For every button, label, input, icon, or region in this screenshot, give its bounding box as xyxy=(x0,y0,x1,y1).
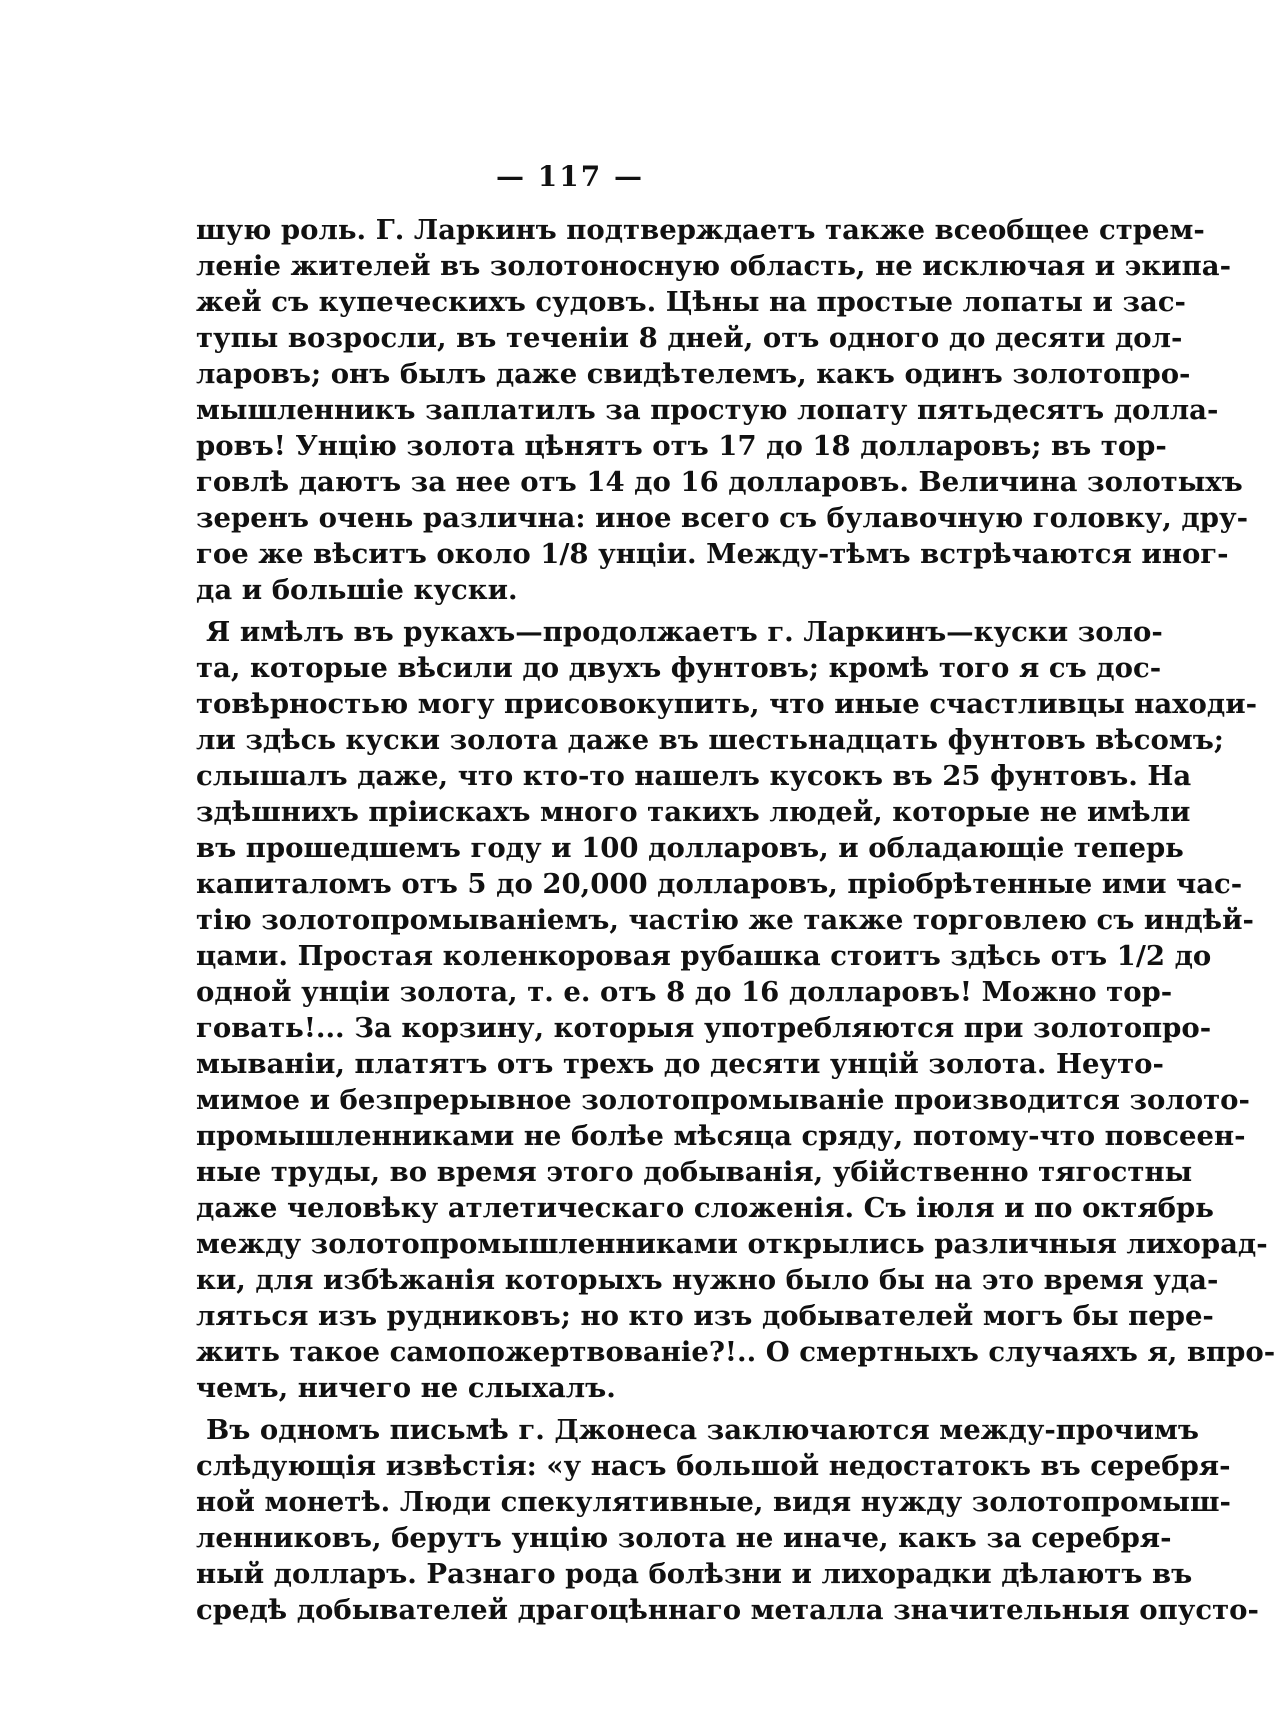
text-line: ровъ! Унцію золота цѣнятъ отъ 17 до 18 долларовъ; въ тор- xyxy=(196,430,1167,462)
text-line: ляться изъ рудниковъ; но кто изъ добывателей могъ бы пере- xyxy=(196,1300,1214,1332)
page-text xyxy=(196,212,1275,1628)
text-line: капиталомъ отъ 5 до 20,000 долларовъ, пріобрѣтенные ими час- xyxy=(196,868,1243,900)
paragraph xyxy=(196,1412,1259,1628)
text-line: Я имѣлъ въ рукахъ—продолжаетъ г. Ларкинъ—куски золо- xyxy=(206,616,1163,648)
text-line: Въ одномъ письмѣ г. Джонеса заключаются между-прочимъ xyxy=(206,1414,1200,1446)
text-line: средѣ добывателей драгоцѣннаго металла значительныя опусто- xyxy=(196,1594,1259,1626)
paragraph xyxy=(196,614,1275,1406)
text-line: жить такое самопожертвованіе?!.. О смертныхъ случаяхъ я, впро- xyxy=(196,1336,1275,1368)
text-line: слышалъ даже, что кто-то нашелъ кусокъ въ 25 фунтовъ. На xyxy=(196,760,1192,792)
text-line: жей съ купеческихъ судовъ. Цѣны на простые лопаты и зас- xyxy=(196,286,1186,318)
page-number: — 117 — xyxy=(496,160,644,193)
text-line: слѣдующія извѣстія: «у насъ большой недостатокъ въ серебря- xyxy=(196,1450,1231,1482)
text-line: та, которые вѣсили до двухъ фунтовъ; кромѣ того я съ дос- xyxy=(196,652,1162,684)
text-line: одной унціи золота, т. е. отъ 8 до 16 долларовъ! Можно тор- xyxy=(196,976,1173,1008)
text-line: ларовъ; онъ былъ даже свидѣтелемъ, какъ одинъ золотопро- xyxy=(196,358,1191,390)
text-line: между золотопромышленниками открылись различныя лихорад- xyxy=(196,1228,1268,1260)
text-line: даже человѣку атлетическаго сложенія. Съ іюля и по октябрь xyxy=(196,1192,1214,1224)
text-line: здѣшнихъ пріискахъ много такихъ людей, которые не имѣли xyxy=(196,796,1191,828)
text-line: ли здѣсь куски золота даже въ шестьнадцать фунтовъ вѣсомъ; xyxy=(196,724,1224,756)
text-line: ленниковъ, берутъ унцію золота не иначе, какъ за серебря- xyxy=(196,1522,1172,1554)
text-line: гое же вѣситъ около 1/8 унціи. Между-тѣмъ встрѣчаются иног- xyxy=(196,538,1229,570)
text-line: ный долларъ. Разнаго рода болѣзни и лихорадки дѣлаютъ въ xyxy=(196,1558,1193,1590)
text-line: чемъ, ничего не слыхалъ. xyxy=(196,1372,616,1404)
text-line: въ прошедшемъ году и 100 долларовъ, и обладающіе теперь xyxy=(196,832,1184,864)
text-line: да и большіе куски. xyxy=(196,574,518,606)
text-line: говать!... За корзину, которыя употребляются при золотопро- xyxy=(196,1012,1212,1044)
text-line: леніе жителей въ золотоносную область, не исключая и экипа- xyxy=(196,250,1232,282)
text-line: мышленникъ заплатилъ за простую лопату пятьдесятъ долла- xyxy=(196,394,1219,426)
text-line: тію золотопромываніемъ, частію же также торговлею съ индѣй- xyxy=(196,904,1254,936)
text-line: мываніи, платятъ отъ трехъ до десяти унцій золота. Неуто- xyxy=(196,1048,1164,1080)
paragraph xyxy=(196,212,1249,608)
text-line: цами. Простая коленкоровая рубашка стоитъ здѣсь отъ 1/2 до xyxy=(196,940,1212,972)
text-line: шую роль. Г. Ларкинъ подтверждаетъ также всеобщее стрем- xyxy=(196,214,1205,246)
text-line: товѣрностью могу присовокупить, что иные счастливцы находи- xyxy=(196,688,1258,720)
text-line: мимое и безпрерывное золотопромываніе производится золото- xyxy=(196,1084,1250,1116)
text-line: ки, для избѣжанія которыхъ нужно было бы на это время уда- xyxy=(196,1264,1219,1296)
text-line: ные труды, во время этого добыванія, убійственно тягостны xyxy=(196,1156,1193,1188)
text-line: говлѣ даютъ за нее отъ 14 до 16 долларовъ. Величина золотыхъ xyxy=(196,466,1243,498)
text-line: тупы возросли, въ теченіи 8 дней, отъ одного до десяти дол- xyxy=(196,322,1183,354)
text-line: ной монетѣ. Люди спекулятивные, видя нужду золотопромыш- xyxy=(196,1486,1231,1518)
text-line: промышленниками не болѣе мѣсяца сряду, потому-что повсеен- xyxy=(196,1120,1246,1152)
text-line: зеренъ очень различна: иное всего съ булавочную головку, дру- xyxy=(196,502,1249,534)
